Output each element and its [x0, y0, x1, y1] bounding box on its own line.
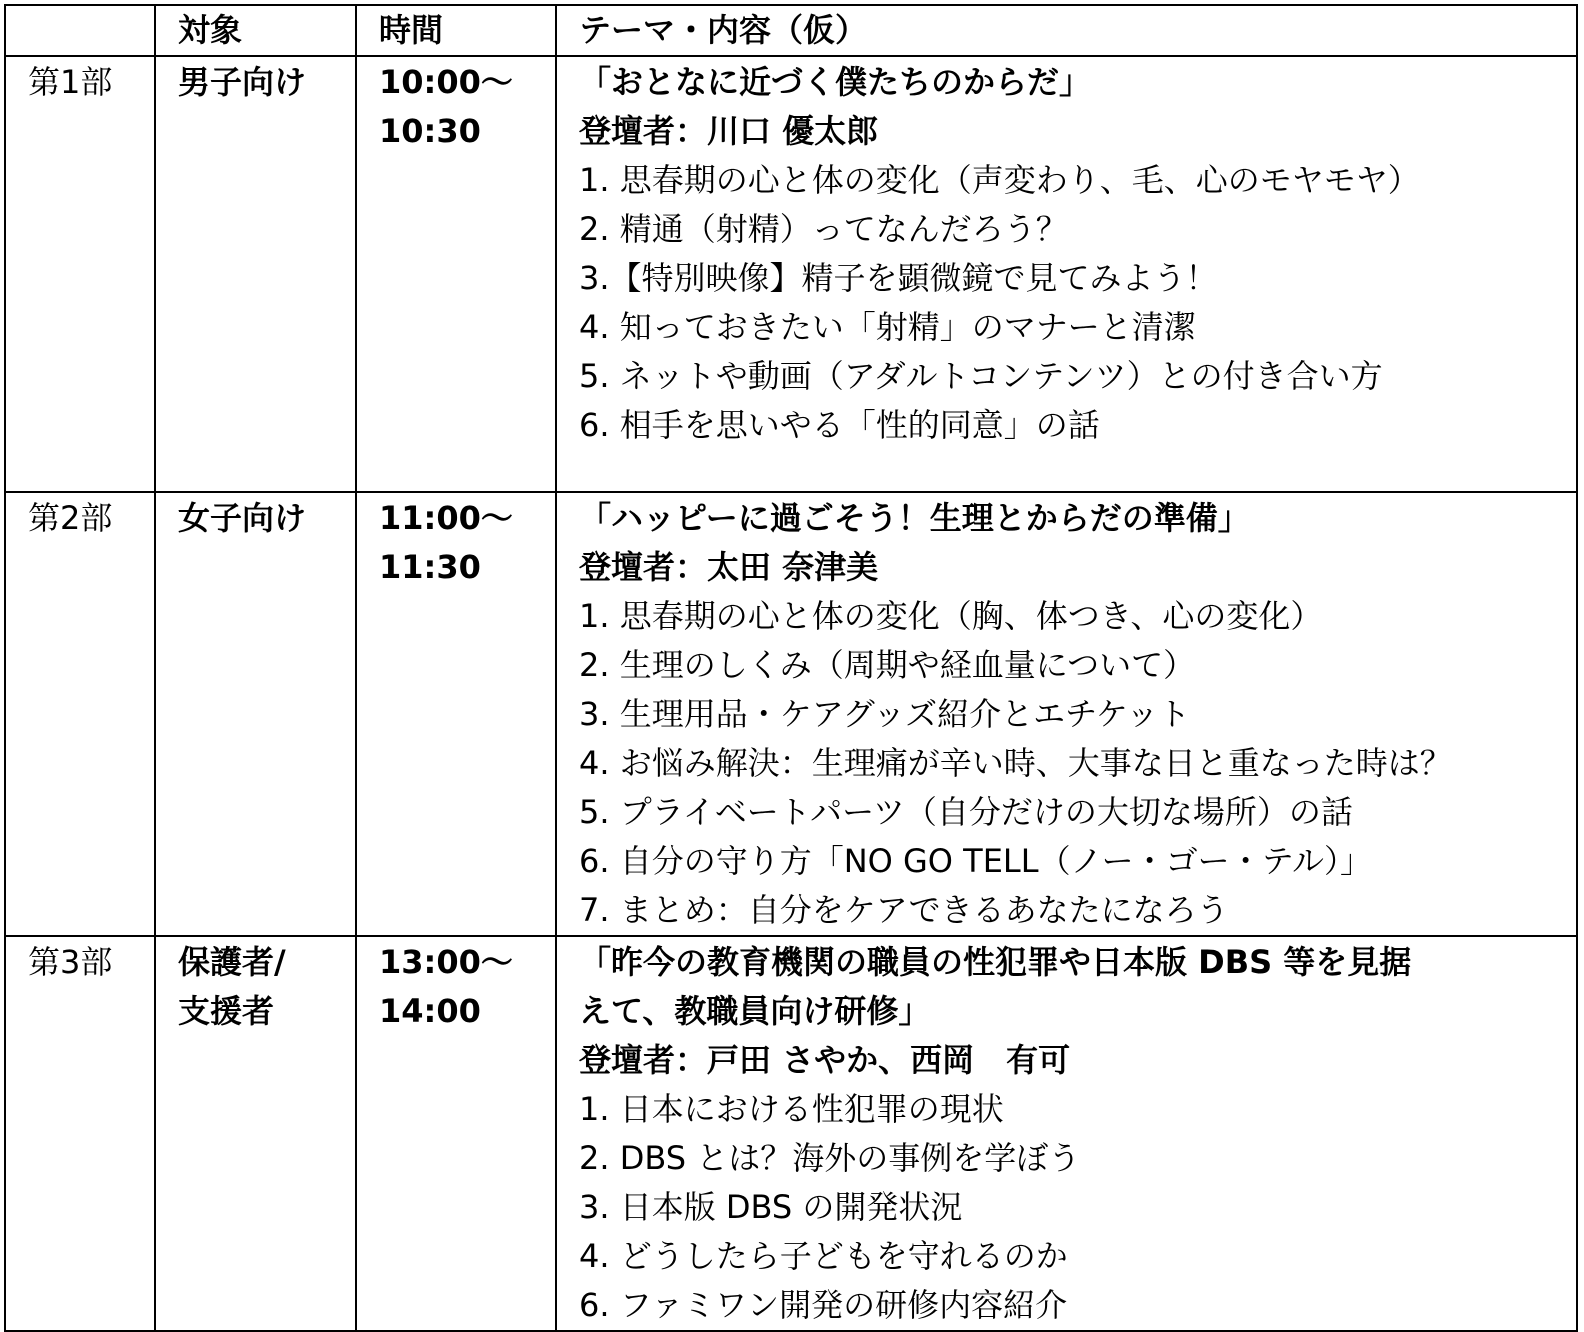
- part-label-text: 第2部: [28, 499, 113, 537]
- part-row-2: [5, 492, 1577, 936]
- part-label: [5, 56, 155, 492]
- speaker: 登壇者：太田 奈津美: [579, 548, 879, 586]
- part-label: [5, 936, 155, 1331]
- time-end: 14:00: [379, 992, 481, 1030]
- header-row: [5, 5, 1577, 56]
- theme-title: 「ハッピーに過ごそう！生理とからだの準備」: [579, 499, 1250, 537]
- target-cell: [155, 492, 356, 936]
- speaker: 登壇者：戸田 さやか、西岡 有可: [579, 1041, 1071, 1079]
- time-start: 13:00～: [379, 943, 513, 981]
- target-line: 男子向け: [178, 63, 307, 101]
- theme-title-line: えて、教職員向け研修」: [579, 992, 931, 1030]
- list-item: 2. 生理のしくみ（周期や経血量について）: [579, 646, 1196, 684]
- schedule-table: [4, 4, 1578, 1332]
- part-row-3: [5, 936, 1577, 1331]
- time-end: 10:30: [379, 112, 481, 150]
- list-item: 3.【特別映像】精子を顕微鏡で見てみよう！: [579, 259, 1218, 297]
- part-label: [5, 492, 155, 936]
- target-line: 保護者/: [178, 943, 286, 981]
- list-item: 3. 生理用品・ケアグッズ紹介とエチケット: [579, 695, 1191, 733]
- theme-title-line: 「昨今の教育機関の職員の性犯罪や日本版 DBS 等を見据: [579, 943, 1412, 981]
- header-time: 時間: [356, 5, 556, 56]
- header-target: 対象: [155, 5, 356, 56]
- list-item: 4. 知っておきたい「射精」のマナーと清潔: [579, 308, 1196, 346]
- theme-cell: [556, 492, 1577, 936]
- header-theme: テーマ・内容（仮）: [556, 5, 1577, 56]
- list-item: 6. 自分の守り方「NO GO TELL（ノー・ゴー・テル）」: [579, 842, 1373, 880]
- target-cell: [155, 936, 356, 1331]
- time-cell: [356, 56, 556, 492]
- time-end: 11:30: [379, 548, 481, 586]
- time-cell: [356, 936, 556, 1331]
- list-item: 5. プライベートパーツ（自分だけの大切な場所）の話: [579, 793, 1353, 831]
- list-item: 1. 思春期の心と体の変化（胸、体つき、心の変化）: [579, 597, 1323, 635]
- theme-title: 「おとなに近づく僕たちのからだ」: [579, 63, 1092, 101]
- list-item: 1. 思春期の心と体の変化（声変わり、毛、心のモヤモヤ）: [579, 161, 1420, 199]
- list-item: 6. ファミワン開発の研修内容紹介: [579, 1286, 1068, 1324]
- time-cell: [356, 492, 556, 936]
- part-label-text: 第1部: [28, 63, 113, 101]
- list-item: 2. DBS とは？海外の事例を学ぼう: [579, 1139, 1081, 1177]
- list-item: 5. ネットや動画（アダルトコンテンツ）との付き合い方: [579, 357, 1383, 395]
- part-row-1: [5, 56, 1577, 492]
- speaker: 登壇者：川口 優太郎: [579, 112, 879, 150]
- list-item: 1. 日本における性犯罪の現状: [579, 1090, 1004, 1128]
- list-item: 3. 日本版 DBS の開発状況: [579, 1188, 963, 1226]
- list-item: 2. 精通（射精）ってなんだろう？: [579, 210, 1068, 248]
- list-item: 4. どうしたら子どもを守れるのか: [579, 1237, 1068, 1275]
- time-start: 11:00～: [379, 499, 513, 537]
- target-cell: [155, 56, 356, 492]
- list-item: 6. 相手を思いやる「性的同意」の話: [579, 406, 1100, 444]
- target-line: 支援者: [178, 992, 275, 1030]
- time-start: 10:00～: [379, 63, 513, 101]
- list-item: 7. まとめ：自分をケアできるあなたになろう: [579, 891, 1229, 929]
- target-line: 女子向け: [178, 499, 307, 537]
- header-part: [5, 5, 155, 56]
- list-item: 4. お悩み解決：生理痛が辛い時、大事な日と重なった時は？: [579, 744, 1452, 782]
- theme-cell: [556, 936, 1577, 1331]
- part-label-text: 第3部: [28, 943, 113, 981]
- theme-cell: [556, 56, 1577, 492]
